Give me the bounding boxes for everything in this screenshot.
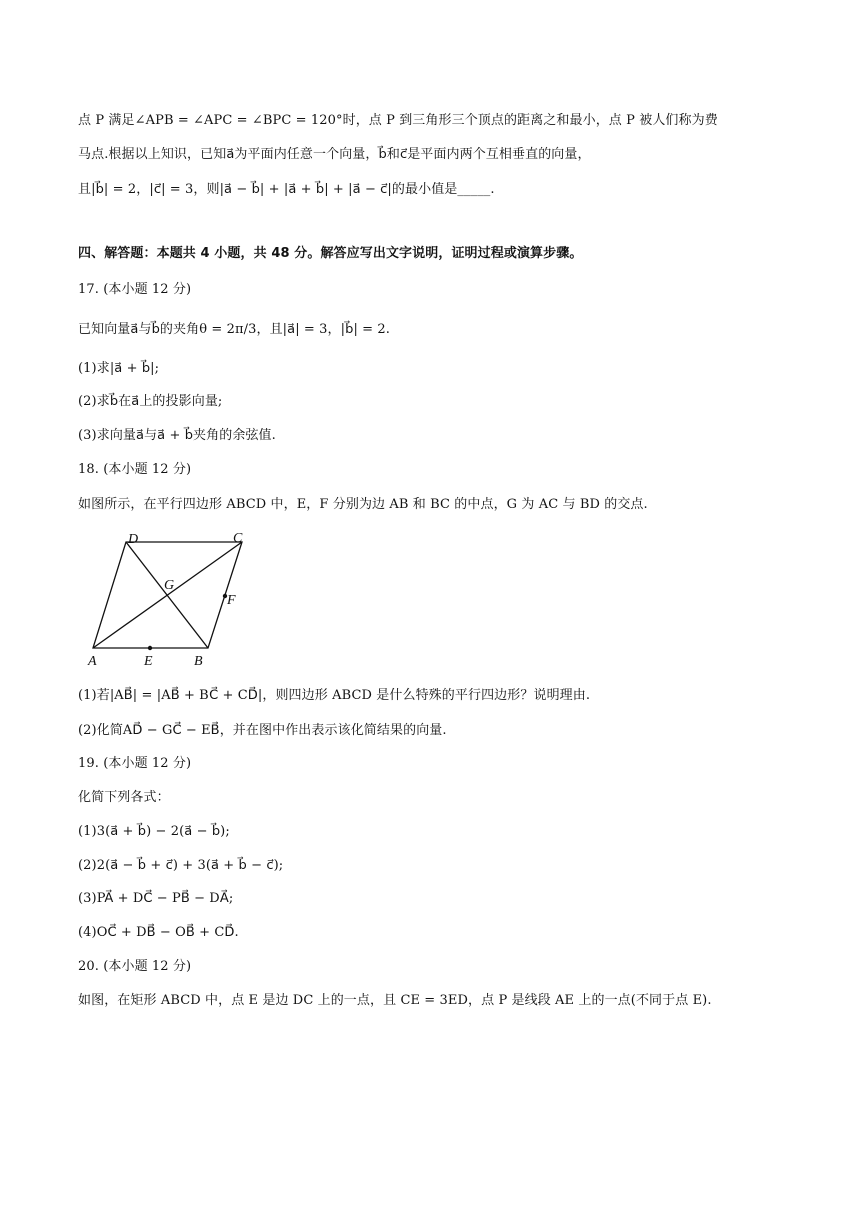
question-16-fill-blank: 且|b⃗| = 2，|c⃗| = 3，则|a⃗ − b⃗| + |a⃗ + b⃗| + |a⃗ − c⃗|的最小值是_____. <box>78 182 495 197</box>
question-20-stem: 如图，在矩形 ABCD 中，点 E 是边 DC 上的一点，且 CE = 3ED，点 P 是线段 AE 上的一点(不同于点 E). <box>78 993 712 1008</box>
label-b: B <box>194 654 203 669</box>
question-19-stem: 化简下列各式： <box>78 790 170 805</box>
section-4-heading: 四、解答题：本题共 4 小题，共 48 分。解答应写出文字说明，证明过程或演算步骤。 <box>78 246 583 261</box>
question-19-part-2: (2)2(a⃗ − b⃗ + c⃗) + 3(a⃗ + b⃗ − c⃗); <box>78 858 284 873</box>
question-19-part-4: (4)OC⃗ + DB⃗ − OB⃗ + CD⃗. <box>78 925 239 940</box>
label-f: F <box>227 593 236 608</box>
diagonal-bd <box>126 542 208 648</box>
question-18-heading: 18. (本小题 12 分) <box>78 462 192 477</box>
parallelogram-figure <box>84 528 254 670</box>
question-18-part-1: (1)若|AB⃗| = |AB⃗ + BC⃗ + CD⃗|，则四边形 ABCD 是什么特殊的平行四边形？说明理由. <box>78 688 591 703</box>
question-17-part-2: (2)求b⃗在a⃗上的投影向量; <box>78 394 223 409</box>
fermat-point-text-line-2: 马点.根据以上知识，已知a⃗为平面内任意一个向量，b⃗和c⃗是平面内两个互相垂直的向量， <box>78 147 591 162</box>
question-17-part-1: (1)求|a⃗ + b⃗|; <box>78 361 160 376</box>
label-a: A <box>88 654 97 669</box>
parallelogram-diagram <box>84 528 254 670</box>
question-17-part-3: (3)求向量a⃗与a⃗ + b⃗夹角的余弦值. <box>78 428 276 443</box>
question-19-heading: 19. (本小题 12 分) <box>78 756 192 771</box>
label-c: C <box>233 531 243 546</box>
question-17-stem: 已知向量a⃗与b⃗的夹角θ = 2π/3，且|a⃗| = 3，|b⃗| = 2. <box>78 322 390 337</box>
question-19-part-1: (1)3(a⃗ + b⃗) − 2(a⃗ − b⃗); <box>78 824 230 839</box>
question-20-heading: 20. (本小题 12 分) <box>78 959 192 974</box>
question-18-stem: 如图所示，在平行四边形 ABCD 中，E，F 分别为边 AB 和 BC 的中点，G 为 AC 与 BD 的交点. <box>78 497 648 512</box>
question-17-heading: 17. (本小题 12 分) <box>78 282 192 297</box>
point-e <box>148 646 152 650</box>
label-d: D <box>128 532 139 547</box>
question-18-part-2: (2)化简AD⃗ − GC⃗ − EB⃗，并在图中作出表示该化简结果的向量. <box>78 723 447 738</box>
fermat-point-text-line-1: 点 P 满足∠APB = ∠APC = ∠BPC = 120°时，点 P 到三角形三个顶点的距离之和最小，点 P 被人们称为费 <box>78 113 718 128</box>
label-e: E <box>144 654 153 669</box>
label-g: G <box>164 578 175 593</box>
question-19-part-3: (3)PA⃗ + DC⃗ − PB⃗ − DA⃗; <box>78 891 234 906</box>
